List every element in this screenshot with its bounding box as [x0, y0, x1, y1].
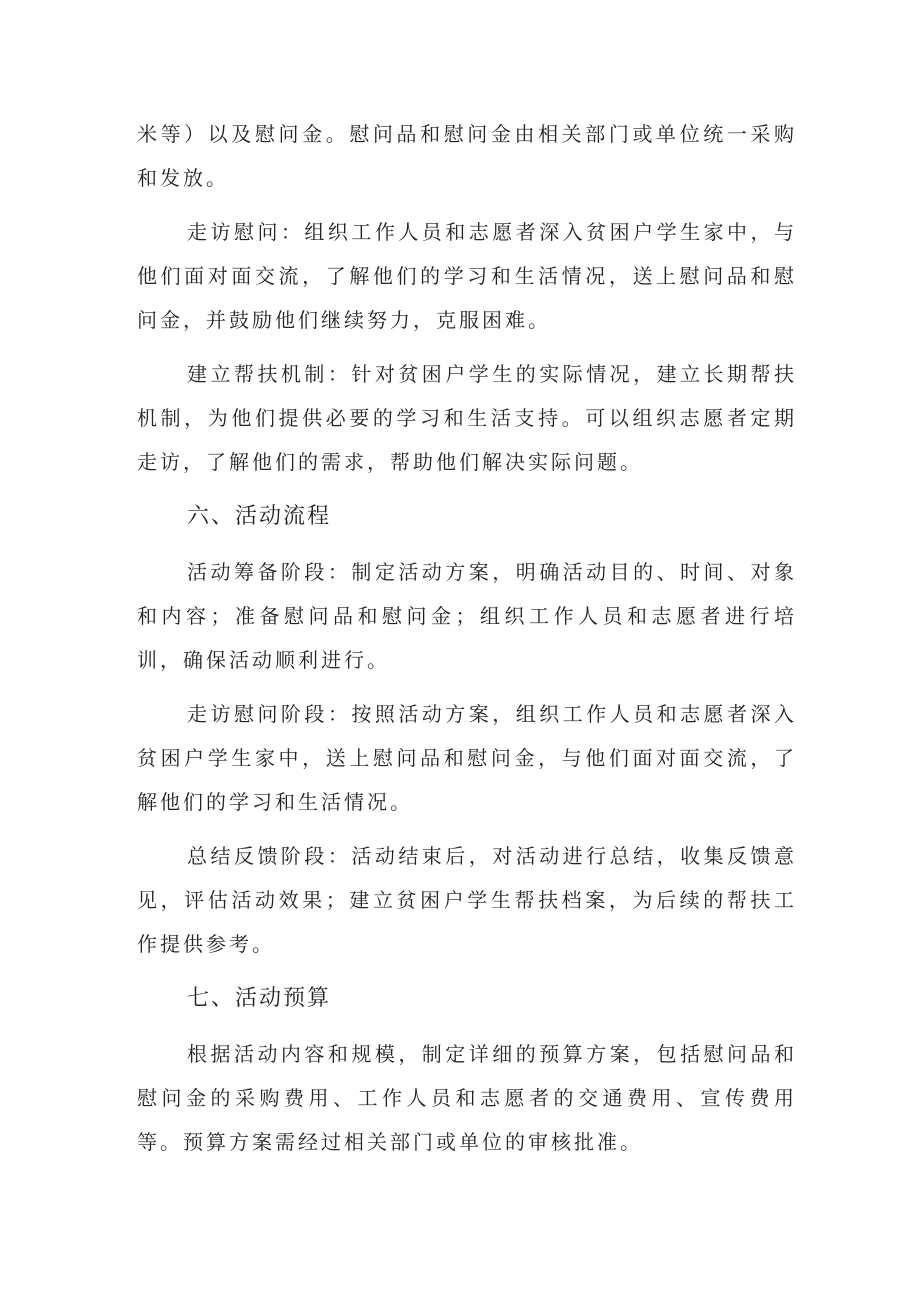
section-6-heading: 六、活动流程 [187, 504, 332, 529]
visit-paragraph: 走访慰问：组织工作人员和志愿者深入贫困户学生家中，与他们面对面交流，了解他们的学习和生活情况，送上慰问品和慰问金，并鼓励他们继续努力，克服困难。 [137, 220, 797, 332]
budget-paragraph: 根据活动内容和规模，制定详细的预算方案，包括慰问品和慰问金的采购费用、工作人员和志愿者的交通费用、宣传费用等。预算方案需经过相关部门或单位的审核批准。 [137, 1042, 797, 1154]
visiting-paragraph: 走访慰问阶段：按照活动方案，组织工作人员和志愿者深入贫困户学生家中，送上慰问品和慰问金，与他们面对面交流，了解他们的学习和生活情况。 [137, 702, 797, 814]
document-body [137, 112, 797, 1164]
preparation-paragraph: 活动筹备阶段：制定活动方案，明确活动目的、时间、对象和内容；准备慰问品和慰问金；组织工作人员和志愿者进行培训，确保活动顺利进行。 [137, 560, 797, 672]
continuation-paragraph: 米等）以及慰问金。慰问品和慰问金由相关部门或单位统一采购和发放。 [137, 122, 797, 190]
section-7-heading: 七、活动预算 [187, 986, 332, 1011]
mechanism-paragraph: 建立帮扶机制：针对贫困户学生的实际情况，建立长期帮扶机制，为他们提供必要的学习和生活支持。可以组织志愿者定期走访，了解他们的需求，帮助他们解决实际问题。 [137, 362, 797, 474]
summary-paragraph: 总结反馈阶段：活动结束后，对活动进行总结，收集反馈意见，评估活动效果；建立贫困户学生帮扶档案，为后续的帮扶工作提供参考。 [137, 844, 797, 956]
